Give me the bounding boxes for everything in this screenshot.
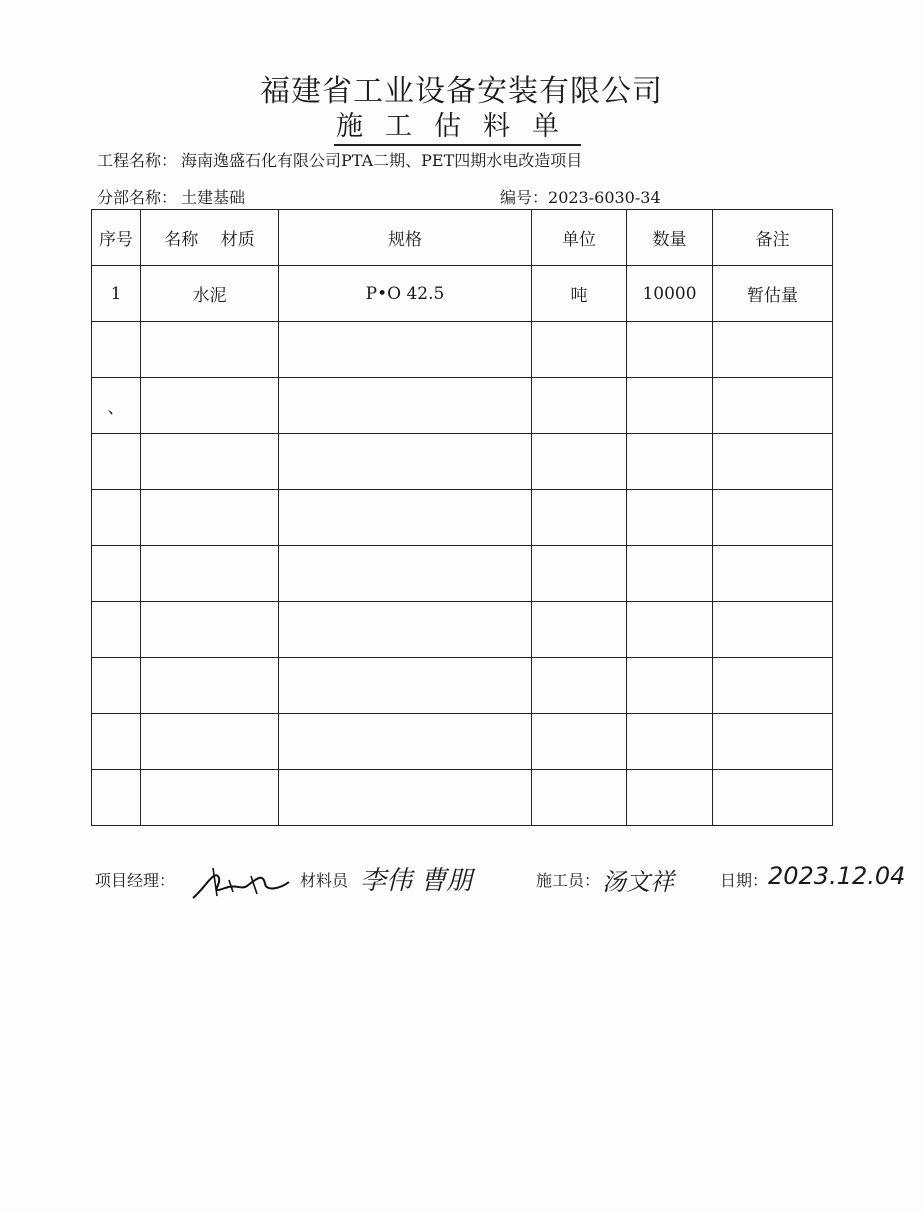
cell-spec: [279, 602, 532, 658]
department-label: 分部名称：: [97, 188, 178, 207]
cell-qty: [627, 434, 713, 490]
cell-spec: [279, 546, 532, 602]
cell-name: [141, 658, 279, 714]
cell-no: [92, 434, 141, 490]
worker-label: 施工员：: [536, 871, 601, 890]
code-value: 2023-6030-34: [548, 188, 661, 207]
cell-unit: [532, 378, 627, 434]
cell-note: [713, 378, 833, 434]
header-note: 备注: [713, 210, 833, 266]
cell-name: [141, 714, 279, 770]
cell-unit: [532, 714, 627, 770]
cell-unit: [532, 490, 627, 546]
cell-unit: [532, 546, 627, 602]
header-unit: 单位: [532, 210, 627, 266]
cell-no: [92, 658, 141, 714]
material-clerk-label: 材料员: [300, 871, 349, 890]
date-value: 2023.12.04: [768, 862, 906, 890]
cell-name: [141, 434, 279, 490]
cell-note: 暂估量: [713, 266, 833, 322]
date-label: 日期：: [720, 871, 769, 890]
cell-unit: 吨: [532, 266, 627, 322]
cell-name: [141, 546, 279, 602]
cell-no: 1: [92, 266, 141, 322]
table-row: [92, 714, 833, 770]
cell-qty: [627, 546, 713, 602]
table-row: [92, 266, 833, 322]
project-name: 海南逸盛石化有限公司PTA二期、PET四期水电改造项目: [181, 151, 583, 170]
cell-name: [141, 602, 279, 658]
cell-qty: [627, 322, 713, 378]
estimate-table: [91, 209, 833, 826]
header-name: 名称 材质: [141, 210, 279, 266]
material-clerk-signature: 李伟 曹朋: [360, 866, 473, 896]
cell-spec: [279, 714, 532, 770]
worker-signature: 汤文祥: [602, 868, 674, 896]
cell-no: [92, 714, 141, 770]
table-row: [92, 322, 833, 378]
cell-no: [92, 322, 141, 378]
cell-no: 、: [92, 378, 141, 434]
form-title: 施工估料单: [334, 104, 581, 146]
cell-qty: [627, 378, 713, 434]
header-qty: 数量: [627, 210, 713, 266]
header-spec: 规格: [279, 210, 532, 266]
department-line: [97, 185, 245, 208]
cell-spec: [279, 378, 532, 434]
table-row: [92, 658, 833, 714]
cell-unit: [532, 658, 627, 714]
cell-name: [141, 322, 279, 378]
cell-note: [713, 770, 833, 826]
cell-note: [713, 434, 833, 490]
header-no: 序号: [92, 210, 141, 266]
cell-note: [713, 546, 833, 602]
cell-name: 水泥: [141, 266, 279, 322]
cell-no: [92, 770, 141, 826]
cell-unit: [532, 770, 627, 826]
cell-unit: [532, 322, 627, 378]
cell-qty: [627, 602, 713, 658]
cell-qty: [627, 770, 713, 826]
table-row: [92, 546, 833, 602]
cell-qty: [627, 658, 713, 714]
cell-note: [713, 714, 833, 770]
table-row: [92, 770, 833, 826]
project-line: [97, 148, 582, 171]
cell-no: [92, 546, 141, 602]
cell-qty: 10000: [627, 266, 713, 322]
cell-qty: [627, 714, 713, 770]
code-line: [500, 185, 661, 208]
cell-note: [713, 602, 833, 658]
cell-spec: P•O 42.5: [279, 266, 532, 322]
project-manager-signature: [185, 858, 295, 908]
company-name: 福建省工业设备安装有限公司: [260, 74, 663, 109]
cell-note: [713, 490, 833, 546]
table-row: [92, 434, 833, 490]
cell-spec: [279, 490, 532, 546]
cell-unit: [532, 434, 627, 490]
department-name: 土建基础: [181, 188, 246, 207]
cell-spec: [279, 770, 532, 826]
cell-unit: [532, 602, 627, 658]
cell-name: [141, 490, 279, 546]
project-manager-label: 项目经理：: [95, 871, 176, 890]
table-row: [92, 490, 833, 546]
cell-name: [141, 770, 279, 826]
cell-no: [92, 490, 141, 546]
code-label: 编号：: [500, 188, 549, 207]
table-header-row: [92, 210, 833, 266]
cell-no: [92, 602, 141, 658]
cell-note: [713, 322, 833, 378]
cell-spec: [279, 658, 532, 714]
table-row: [92, 602, 833, 658]
cell-name: [141, 378, 279, 434]
cell-note: [713, 658, 833, 714]
cell-spec: [279, 434, 532, 490]
cell-spec: [279, 322, 532, 378]
table-row: [92, 378, 833, 434]
cell-qty: [627, 490, 713, 546]
project-label: 工程名称：: [97, 151, 178, 170]
